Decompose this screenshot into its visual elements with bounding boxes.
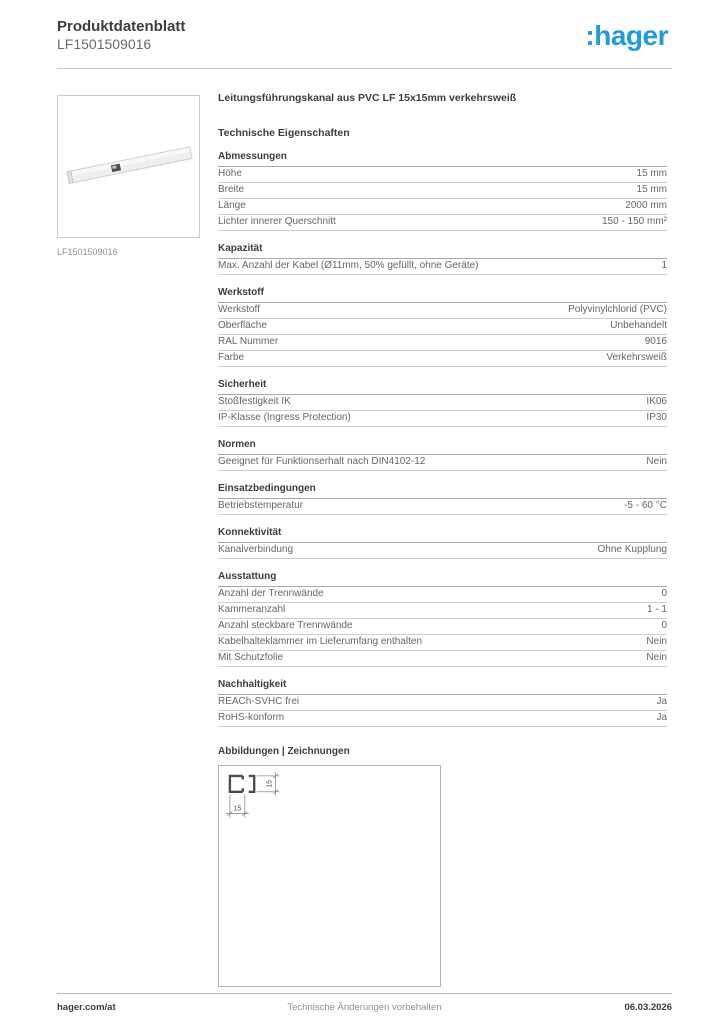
spec-label: Werkstoff [218,303,260,315]
spec-label: Kanalverbindung [218,543,294,555]
spec-value: Ja [656,695,667,707]
spec-label: Farbe [218,351,245,363]
product-image-panel [57,95,200,257]
spec-row [218,543,667,559]
section-heading: Kapazität [218,243,667,259]
spec-row [218,411,667,427]
spec-row [218,215,667,231]
spec-value: Unbehandelt [610,319,667,331]
spec-label: IP-Klasse (Ingress Protection) [218,411,351,423]
spec-row [218,335,667,351]
width-dimension-label: 15 [233,805,242,813]
section-heading: Einsatzbedingungen [218,483,667,499]
spec-value: 0 [661,619,667,631]
spec-label: RoHS-konform [218,711,285,723]
spec-value: 9016 [644,335,667,347]
spec-row [218,711,667,727]
spec-value: Nein [646,635,667,647]
spec-label: REACh-SVHC frei [218,695,300,707]
spec-value: 15 mm [636,183,667,195]
spec-value: 150 - 150 mm² [601,215,667,227]
product-photo-caption: LF1501509016 [57,247,118,257]
spec-row [218,395,667,411]
hager-logo: :hager [585,20,668,51]
spec-value: Polyvinylchlorid (PVC) [568,303,667,315]
spec-label: Höhe [218,167,242,179]
profile-cross-section-drawing [219,766,440,986]
header-text-block [57,18,185,54]
spec-section [218,527,667,559]
spec-row [218,455,667,471]
spec-row [218,199,667,215]
spec-value: -5 - 60 °C [624,499,667,511]
spec-label: Länge [218,199,246,211]
product-photo [57,95,200,238]
spec-section [218,679,667,727]
spec-value: Ja [656,711,667,723]
spec-row [218,635,667,651]
section-heading: Werkstoff [218,287,667,303]
footer-notice: Technische Änderungen vorbehalten [287,1002,442,1013]
spec-label: Betriebstemperatur [218,499,304,511]
technical-drawing-box [218,765,441,987]
content-column [218,92,667,987]
spec-value: 15 mm [636,167,667,179]
spec-label: Stoßfestigkeit IK [218,395,291,407]
spec-label: Max. Anzahl der Kabel (Ø11mm, 50% gefüllt, ohne Geräte) [218,259,479,271]
spec-section [218,243,667,275]
spec-label: Kabelhalteklammer im Lieferumfang enthalten [218,635,422,647]
spec-value: Nein [646,651,667,663]
spec-row [218,167,667,183]
spec-value: IP30 [646,411,667,423]
spec-value: 1 [661,259,667,271]
spec-section [218,483,667,515]
section-heading: Sicherheit [218,379,667,395]
spec-value: 1 - 1 [646,603,667,615]
spec-value: IK06 [646,395,667,407]
spec-label: Anzahl der Trennwände [218,587,324,599]
page-header [57,18,668,54]
product-reference: LF1501509016 [57,36,152,52]
spec-row [218,319,667,335]
spec-section [218,287,667,367]
section-heading: Nachhaltigkeit [218,679,667,695]
spec-label: Kammeranzahl [218,603,286,615]
spec-row [218,603,667,619]
spec-label: Oberfläche [218,319,267,331]
spec-row [218,651,667,667]
spec-section [218,439,667,471]
product-title: Leitungsführungskanal aus PVC LF 15x15mm verkehrsweiß [218,92,517,104]
spec-value: Nein [646,455,667,467]
spec-row [218,499,667,515]
spec-section [218,379,667,427]
spec-row [218,351,667,367]
section-heading: Normen [218,439,667,455]
page-footer [57,993,672,1013]
section-heading: Abmessungen [218,151,667,167]
spec-row [218,587,667,603]
spec-row [218,183,667,199]
spec-section [218,151,667,231]
spec-row [218,619,667,635]
spec-value: 0 [661,587,667,599]
spec-label: Mit Schutzfolie [218,651,284,663]
channel-profile-shape [230,776,243,792]
properties-heading: Technische Eigenschaften [218,126,350,139]
spec-label: Lichter innerer Querschnitt [218,215,336,227]
spec-value: Verkehrsweiß [606,351,667,363]
spec-row [218,695,667,711]
spec-row [218,259,667,275]
cable-trunking-photo-icon [58,96,199,237]
spec-section [218,571,667,667]
section-heading: Ausstattung [218,571,667,587]
spec-sections [218,151,667,727]
spec-value: Ohne Kupplung [597,543,667,555]
spec-label: RAL Nummer [218,335,279,347]
drawings-heading: Abbildungen | Zeichnungen [218,745,350,757]
website-link[interactable]: hager.com/at [57,1002,116,1013]
cover-profile-shape [249,776,254,792]
spec-label: Anzahl steckbare Trennwände [218,619,353,631]
section-heading: Konnektivität [218,527,667,543]
footer-date: 06.03.2026 [624,1002,672,1013]
header-divider [57,68,672,69]
height-dimension-label: 15 [266,779,274,788]
spec-value: 2000 mm [625,199,667,211]
spec-label: Geeignet für Funktionserhalt nach DIN4102-12 [218,455,426,467]
document-title: Produktdatenblatt [57,18,186,35]
spec-row [218,303,667,319]
spec-label: Breite [218,183,245,195]
